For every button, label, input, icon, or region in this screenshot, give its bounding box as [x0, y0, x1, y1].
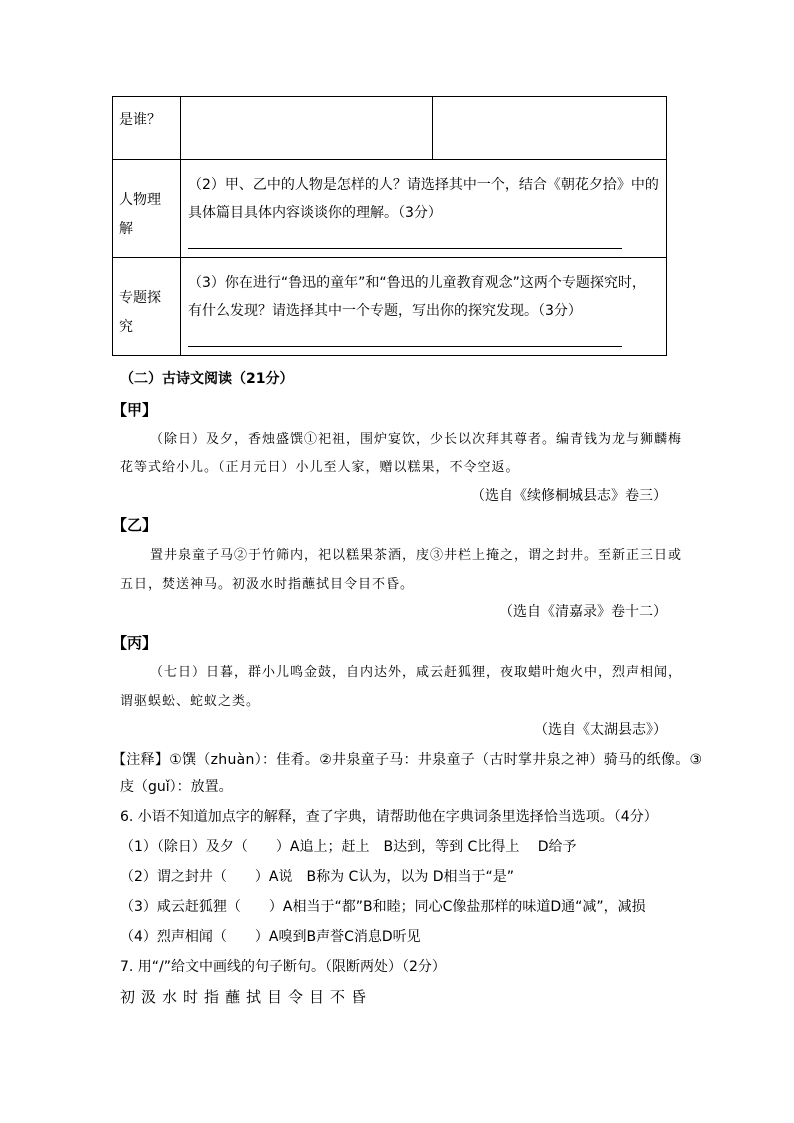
passage-yi-source: （选自《清嘉录》卷十二） — [499, 604, 667, 620]
row-label-character-cont: 解 — [119, 221, 133, 237]
passage-jia-line1: （除日）及夕，香烛盛馔①祀祖，围炉宴饮，少长以次拜其尊者。编青钱为龙与狮麟梅 — [150, 432, 683, 447]
question-2-line1: （2）甲、乙中的人物是怎样的人？请选择其中一个，结合《朝花夕拾》中的 — [188, 177, 659, 193]
passage-yi-label: 【乙】 — [112, 516, 158, 534]
row-label-topic: 专题探 — [119, 290, 161, 306]
answer-line[interactable] — [188, 346, 622, 347]
table-border-right — [666, 96, 667, 356]
passage-bing-label: 【丙】 — [112, 634, 158, 652]
row-label-who: 是谁？ — [119, 112, 161, 128]
table-border-top — [112, 96, 667, 97]
passage-bing-line2: 谓驱蜈蚣、蛇蚁之类。 — [120, 694, 261, 709]
passage-bing-source: （选自《太湖县志》） — [534, 722, 667, 738]
question-6-option-2: （2）谓之封井（ ）A说 B称为 C认为，以为 D相当于“是” — [120, 869, 515, 885]
question-3-line2: 有什么发现？请选择其中一个专题，写出你的探究发现。（3分） — [188, 303, 582, 319]
question-2-line2: 具体篇目具体内容谈谈你的理解。（3分） — [188, 205, 442, 221]
question-3-line1: （3）你在进行“鲁迅的童年”和“鲁迅的儿童教育观念”这两个专题探究时， — [188, 275, 646, 291]
row-label-topic-cont: 究 — [119, 319, 133, 335]
annotation-notes-line2: 庋（guǐ）：放置。 — [120, 779, 233, 795]
question-6-option-1: （1）（除日）及夕（ ）A追上；赶上 B达到，等到 C比得上 D给予 — [120, 839, 577, 855]
question-6-option-3: （3）咸云赶狐狸（ ）A相当于“都”B和睦；同心C像盐那样的味道D通“减”，减损 — [120, 899, 646, 915]
question-6-stem: 6. 小语不知道加点字的解释，查了字典，请帮助他在字典词条里选择恰当选项。（4分） — [120, 809, 658, 825]
passage-jia-line2: 花等式给小儿。（正月元日）小儿至人家，赠以糕果，不令空返。 — [120, 460, 520, 475]
passage-jia-source: （选自《续修桐城县志》卷三） — [471, 488, 667, 504]
answer-line[interactable] — [188, 248, 622, 249]
table-border-left — [112, 96, 113, 356]
passage-yi-line2: 五日，焚送神马。初汲水时指蘸拭目令目不昏。 — [120, 577, 415, 592]
passage-jia-label: 【甲】 — [112, 401, 158, 419]
table-column-divider — [180, 96, 181, 356]
row-label-character: 人物理 — [119, 192, 161, 208]
question-table — [112, 96, 667, 356]
passage-bing-line1: （七日）日暮，群小儿鸣金鼓，自内达外，咸云赶狐狸，夜取蜡叶炮火中，烈声相闻， — [150, 665, 683, 680]
question-7-stem: 7. 用“/”给文中画线的句子断句。（限断两处）（2分） — [120, 959, 446, 975]
section-title: （二）古诗文阅读（21分） — [120, 371, 294, 387]
annotation-notes-line1: 【注释】①馔（zhuàn）：佳肴。②井泉童子马：井泉童子（古时掌井泉之神）骑马的纸像。③ — [112, 752, 703, 768]
question-7-sentence: 初汲水时指蘸拭目令目不昏 — [120, 988, 373, 1006]
table-row-separator — [112, 257, 667, 258]
table-row-separator — [112, 159, 667, 160]
question-6-option-4: （4）烈声相闻（ ）A嗅到B声誉C消息D听见 — [120, 929, 421, 945]
passage-yi-line1: 置井泉童子马②于竹筛内，祀以糕果茶酒，庋③井栏上掩之，谓之封井。至新正三日或 — [150, 548, 683, 563]
table-row1-divider — [432, 96, 433, 159]
table-border-bottom — [112, 355, 667, 356]
